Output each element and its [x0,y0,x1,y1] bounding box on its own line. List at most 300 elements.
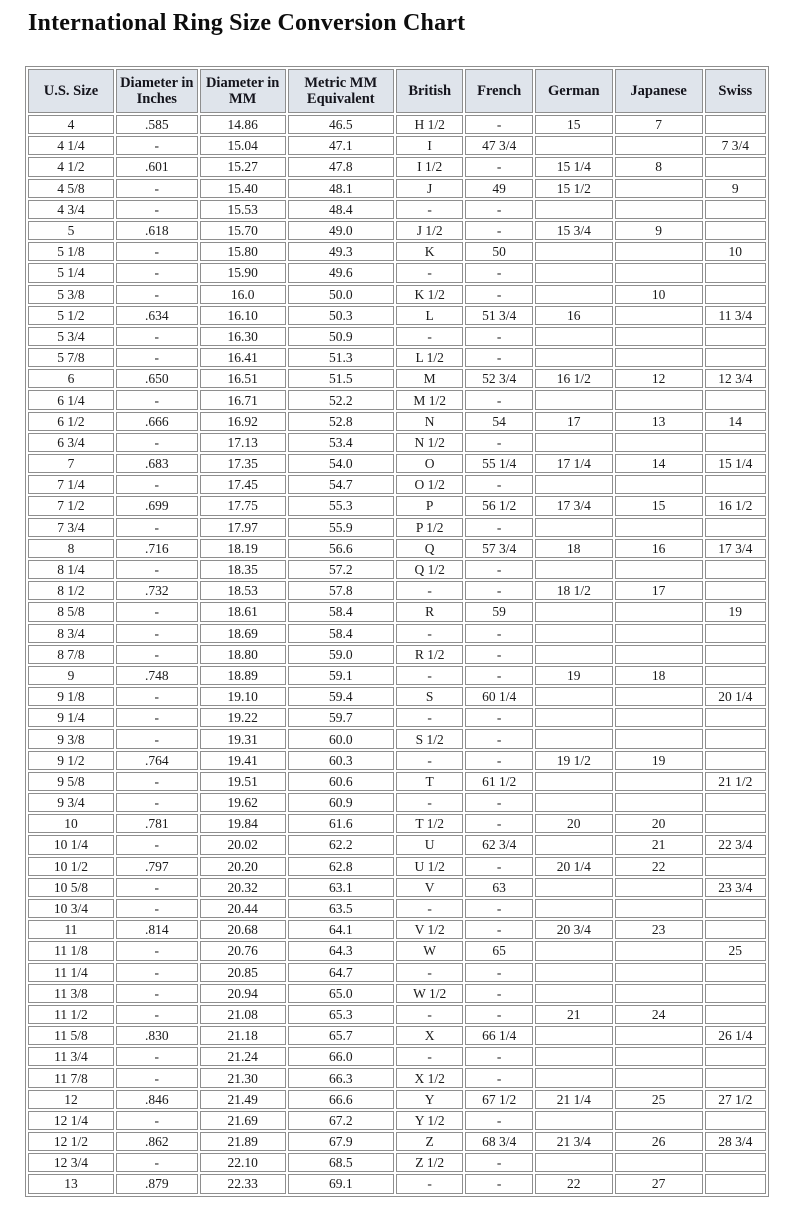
table-cell: Y 1/2 [396,1111,463,1130]
table-cell: 17.13 [200,433,286,452]
table-cell: - [116,179,198,198]
table-cell: 66.0 [288,1047,394,1066]
table-cell: K 1/2 [396,285,463,304]
table-cell: 12 3/4 [28,1153,114,1172]
table-cell: Q [396,539,463,558]
table-cell: 50.9 [288,327,394,346]
table-row [28,1026,766,1045]
table-cell: - [396,624,463,643]
table-cell: 21.49 [200,1090,286,1109]
table-cell: 10 1/4 [28,835,114,854]
table-cell: 4 5/8 [28,179,114,198]
table-cell [705,200,766,219]
table-row [28,920,766,939]
table-cell: 27 [615,1174,703,1193]
table-cell: 68.5 [288,1153,394,1172]
table-cell: 22.33 [200,1174,286,1193]
table-cell: 15.04 [200,136,286,155]
table-cell: - [396,1047,463,1066]
table-cell: 17.35 [200,454,286,473]
table-cell [705,645,766,664]
table-row [28,179,766,198]
table-cell: 7 3/4 [705,136,766,155]
table-cell [535,602,613,621]
table-cell: 7 3/4 [28,518,114,537]
table-cell: 15 1/4 [705,454,766,473]
table-cell: 20 [535,814,613,833]
table-cell [535,1047,613,1066]
table-cell: - [116,835,198,854]
table-row [28,1153,766,1172]
table-cell: 55.9 [288,518,394,537]
table-cell: - [116,708,198,727]
table-cell: 19.41 [200,751,286,770]
table-row [28,412,766,431]
table-cell: 51 3/4 [465,306,532,325]
table-cell [615,1047,703,1066]
table-row [28,496,766,515]
table-row [28,560,766,579]
table-cell: Y [396,1090,463,1109]
table-cell: 20 3/4 [535,920,613,939]
table-cell: T 1/2 [396,814,463,833]
table-cell: 49.3 [288,242,394,261]
table-cell: 4 [28,115,114,134]
table-cell: .781 [116,814,198,833]
table-cell [535,835,613,854]
table-cell: 9 1/8 [28,687,114,706]
table-cell: 55.3 [288,496,394,515]
table-cell: 21 [535,1005,613,1024]
table-cell [535,687,613,706]
table-cell [705,115,766,134]
table-cell: 21.30 [200,1068,286,1087]
table-cell: 51.3 [288,348,394,367]
table-row [28,306,766,325]
table-row [28,1068,766,1087]
table-cell: 10 5/8 [28,878,114,897]
table-cell [615,793,703,812]
table-cell [535,348,613,367]
table-cell: 9 1/4 [28,708,114,727]
table-cell: 54.7 [288,475,394,494]
table-cell [535,963,613,982]
table-cell [705,1153,766,1172]
table-cell [615,899,703,918]
table-cell: 59.0 [288,645,394,664]
table-cell: 15.80 [200,242,286,261]
table-cell: - [116,878,198,897]
table-cell: .732 [116,581,198,600]
table-cell [705,157,766,176]
table-cell: 15 [535,115,613,134]
table-cell: 17 3/4 [535,496,613,515]
table-cell: 65.7 [288,1026,394,1045]
table-cell: - [116,475,198,494]
table-cell [705,1174,766,1193]
table-cell: 21 [615,835,703,854]
table-cell: - [116,285,198,304]
table-cell: 49 [465,179,532,198]
table-cell [615,645,703,664]
table-cell [535,136,613,155]
table-cell: 50.0 [288,285,394,304]
table-row [28,814,766,833]
table-cell: 20 1/4 [705,687,766,706]
table-cell: 15 1/2 [535,179,613,198]
table-cell: 16.51 [200,369,286,388]
table-cell [705,708,766,727]
table-cell: - [116,1111,198,1130]
table-cell: V [396,878,463,897]
table-cell: - [396,581,463,600]
table-cell: 20.32 [200,878,286,897]
table-cell: 19.31 [200,729,286,748]
table-cell: 5 7/8 [28,348,114,367]
table-cell: 28 3/4 [705,1132,766,1151]
table-cell: W 1/2 [396,984,463,1003]
table-cell: 19.84 [200,814,286,833]
table-cell: 18 [615,666,703,685]
table-cell: - [116,1153,198,1172]
table-cell: 52.8 [288,412,394,431]
table-cell: 16.10 [200,306,286,325]
table-cell: - [116,1005,198,1024]
table-row [28,1174,766,1193]
table-cell: 19.10 [200,687,286,706]
table-cell: 18.19 [200,539,286,558]
table-cell: .797 [116,857,198,876]
table-cell: - [116,560,198,579]
table-cell: - [465,348,532,367]
table-cell: - [465,729,532,748]
table-cell: 12 3/4 [705,369,766,388]
table-cell: 63 [465,878,532,897]
table-row [28,687,766,706]
table-cell: - [465,560,532,579]
table-cell: - [116,984,198,1003]
table-cell [615,242,703,261]
table-cell: 47 3/4 [465,136,532,155]
table-cell: 61 1/2 [465,772,532,791]
table-cell: 59.4 [288,687,394,706]
table-cell: - [465,1153,532,1172]
table-row [28,666,766,685]
table-cell: X 1/2 [396,1068,463,1087]
table-cell [615,687,703,706]
table-cell: - [396,899,463,918]
table-cell: 20.76 [200,941,286,960]
table-cell: 67 1/2 [465,1090,532,1109]
table-cell: 20.68 [200,920,286,939]
table-cell: 17 1/4 [535,454,613,473]
table-cell: 12 [615,369,703,388]
table-cell: Z [396,1132,463,1151]
table-cell: 20 1/4 [535,857,613,876]
table-cell: 20.20 [200,857,286,876]
table-cell [615,348,703,367]
table-cell: 7 [28,454,114,473]
table-cell: 16 1/2 [705,496,766,515]
table-row [28,454,766,473]
column-header: British [396,69,463,113]
table-cell: I [396,136,463,155]
table-cell [705,1111,766,1130]
table-cell: 20.02 [200,835,286,854]
table-cell [705,285,766,304]
table-cell: - [465,433,532,452]
table-cell: 18 1/2 [535,581,613,600]
table-cell: - [116,1068,198,1087]
table-cell: 13 [615,412,703,431]
table-cell: 11 1/2 [28,1005,114,1024]
table-cell: - [116,624,198,643]
table-cell: 10 [705,242,766,261]
table-cell [705,814,766,833]
page-title: International Ring Size Conversion Chart [28,10,466,36]
table-cell [615,729,703,748]
table-cell: 12 [28,1090,114,1109]
table-cell: 66.6 [288,1090,394,1109]
table-row [28,984,766,1003]
table-cell: 21.18 [200,1026,286,1045]
table-row [28,963,766,982]
table-cell: 24 [615,1005,703,1024]
table-row [28,263,766,282]
table-cell: 20.85 [200,963,286,982]
table-cell [615,433,703,452]
table-cell: 60.3 [288,751,394,770]
table-cell [615,1111,703,1130]
table-cell: 54 [465,412,532,431]
table-cell: - [465,1068,532,1087]
table-cell: 16 1/2 [535,369,613,388]
table-cell: 19.62 [200,793,286,812]
table-cell: 19 [535,666,613,685]
table-cell: 15.40 [200,179,286,198]
table-cell [615,390,703,409]
table-cell: 10 [28,814,114,833]
column-header: German [535,69,613,113]
table-cell: L 1/2 [396,348,463,367]
table-cell: - [465,1047,532,1066]
table-cell: 11 1/4 [28,963,114,982]
table-cell: 17 3/4 [705,539,766,558]
table-cell [705,433,766,452]
table-row [28,857,766,876]
table-cell: 5 1/8 [28,242,114,261]
table-cell [535,285,613,304]
table-cell: 21.08 [200,1005,286,1024]
table-cell: - [116,963,198,982]
table-cell: 22 3/4 [705,835,766,854]
table-cell: 46.5 [288,115,394,134]
table-header [28,69,766,113]
table-row [28,1090,766,1109]
table-cell [615,518,703,537]
table-cell [615,263,703,282]
table-cell [615,179,703,198]
table-cell: 12 1/2 [28,1132,114,1151]
table-cell: 64.7 [288,963,394,982]
table-cell: O 1/2 [396,475,463,494]
table-row [28,475,766,494]
column-header: Diameter in Inches [116,69,198,113]
table-cell: 18.53 [200,581,286,600]
table-cell: 59 [465,602,532,621]
table-cell: - [465,920,532,939]
table-cell: 14 [615,454,703,473]
table-cell: 53.4 [288,433,394,452]
column-header: Metric MM Equivalent [288,69,394,113]
table-cell: - [116,327,198,346]
table-cell: 16.30 [200,327,286,346]
table-cell: - [396,708,463,727]
table-cell: Q 1/2 [396,560,463,579]
table-cell: 18.61 [200,602,286,621]
table-cell: - [465,963,532,982]
table-cell [615,136,703,155]
table-cell: 64.3 [288,941,394,960]
table-cell: 18 [535,539,613,558]
table-cell [615,984,703,1003]
table-cell: - [116,433,198,452]
table-cell: 23 3/4 [705,878,766,897]
table-row [28,772,766,791]
table-cell: .748 [116,666,198,685]
table-cell: 9 [28,666,114,685]
table-cell: K [396,242,463,261]
table-cell: 65.0 [288,984,394,1003]
table-cell: 8 7/8 [28,645,114,664]
table-cell [535,518,613,537]
table-cell: - [465,814,532,833]
table-cell: I 1/2 [396,157,463,176]
table-row [28,115,766,134]
table-cell: - [116,687,198,706]
table-cell: - [116,899,198,918]
table-cell: 18.89 [200,666,286,685]
table-cell: 11 5/8 [28,1026,114,1045]
table-cell: 13 [28,1174,114,1193]
table-cell: 62.8 [288,857,394,876]
table-cell: 56 1/2 [465,496,532,515]
table-cell [615,708,703,727]
table-cell: 9 [705,179,766,198]
table-row [28,751,766,770]
table-cell: 15 1/4 [535,157,613,176]
table-cell: 59.7 [288,708,394,727]
table-cell: 64.1 [288,920,394,939]
table-cell: T [396,772,463,791]
table-cell: .814 [116,920,198,939]
table-cell: 65.3 [288,1005,394,1024]
table-cell: 21 1/2 [705,772,766,791]
table-cell: 17 [615,581,703,600]
table-cell: 65 [465,941,532,960]
table-cell: 5 3/4 [28,327,114,346]
table-cell: 48.1 [288,179,394,198]
table-cell: - [465,899,532,918]
table-cell: - [116,602,198,621]
table-cell [535,1153,613,1172]
table-row [28,157,766,176]
table-cell: 12 1/4 [28,1111,114,1130]
table-cell: 22 [535,1174,613,1193]
table-cell: 4 1/2 [28,157,114,176]
table-cell: 10 [615,285,703,304]
table-cell: 17.75 [200,496,286,515]
table-cell [535,941,613,960]
table-cell: - [465,751,532,770]
table-cell: 9 [615,221,703,240]
table-cell [705,729,766,748]
table-cell [535,433,613,452]
table-row [28,433,766,452]
table-cell [535,624,613,643]
table-cell: 11 1/8 [28,941,114,960]
table-cell [705,793,766,812]
table-cell [535,327,613,346]
table-cell: V 1/2 [396,920,463,939]
table-cell: 11 3/4 [705,306,766,325]
table-cell: - [116,729,198,748]
table-cell: .764 [116,751,198,770]
table-cell: S [396,687,463,706]
table-cell [535,645,613,664]
table-cell: 62.2 [288,835,394,854]
table-cell: 6 1/4 [28,390,114,409]
table-row [28,793,766,812]
table-body [28,115,766,1194]
table-cell: - [465,475,532,494]
table-cell [705,666,766,685]
table-cell: 18.35 [200,560,286,579]
table-cell: .716 [116,539,198,558]
table-cell [535,772,613,791]
table-cell: - [465,666,532,685]
table-cell: 9 3/4 [28,793,114,812]
table-cell: .862 [116,1132,198,1151]
table-cell [615,602,703,621]
table-cell: 22.10 [200,1153,286,1172]
table-cell: 17.45 [200,475,286,494]
column-header: U.S. Size [28,69,114,113]
table-cell: - [465,115,532,134]
table-cell: J 1/2 [396,221,463,240]
table-cell: 47.8 [288,157,394,176]
table-cell: N 1/2 [396,433,463,452]
table-row [28,645,766,664]
table-cell: 8 [615,157,703,176]
table-cell: 14 [705,412,766,431]
table-cell: 25 [705,941,766,960]
table-row [28,835,766,854]
table-row [28,518,766,537]
table-cell [705,624,766,643]
table-cell: .879 [116,1174,198,1193]
table-cell: 15.90 [200,263,286,282]
table-cell: - [116,772,198,791]
table-cell: 54.0 [288,454,394,473]
table-cell: - [116,263,198,282]
table-cell [705,751,766,770]
table-row [28,1111,766,1130]
table-cell [535,984,613,1003]
table-cell: - [396,1174,463,1193]
table-cell: - [465,1174,532,1193]
table-cell: 17 [535,412,613,431]
